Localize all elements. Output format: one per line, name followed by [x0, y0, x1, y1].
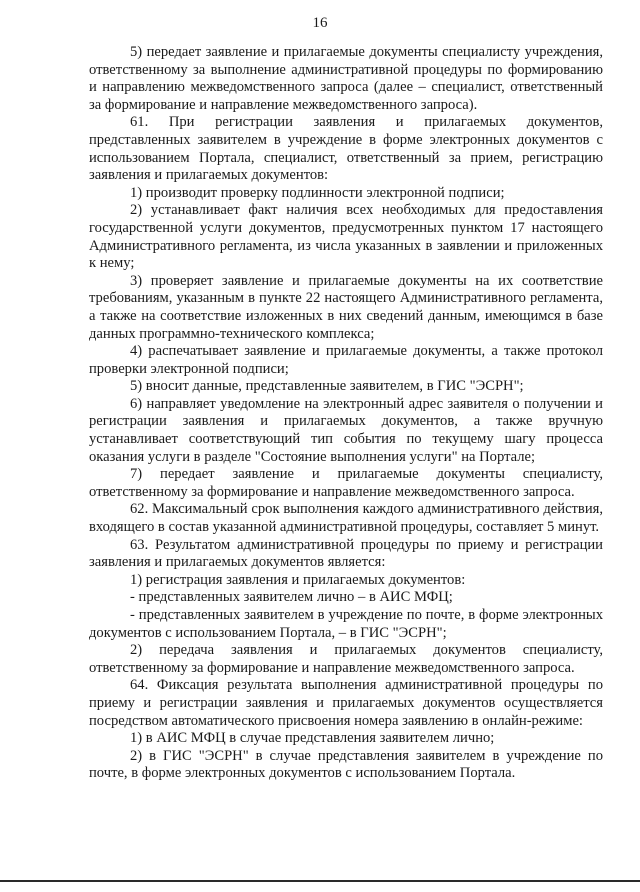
paragraph-62: 62. Максимальный срок выполнения каждого административного действия, входящего в состав указанной административной процедуры, составляет 5 минут.	[89, 501, 603, 536]
paragraph-64: 64. Фиксация результата выполнения административной процедуры по приему и регистрации заявления и прилагаемых документов осуществляется посредством автоматического присвоения номера заявлению в онлайн-режиме:	[89, 677, 603, 729]
page-bottom-divider	[0, 880, 640, 882]
paragraph-61-item-4: 4) распечатывает заявление и прилагаемые документы, а также протокол проверки электронной подписи;	[89, 343, 603, 377]
paragraph-61: 61. При регистрации заявления и прилагаемых документов, представленных заявителем в учреждение в форме электронных документов с использованием Портала, специалист, ответственный за прием, регистрацию заявления и прилагаемых документов:	[89, 114, 603, 184]
paragraph-item-5-transfer: 5) передает заявление и прилагаемые документы специалисту учреждения, ответственному за выполнение административной процедуры по формированию и направлению межведомственного запроса (далее – специалист, ответственный за формирование и направление межведомственного запроса).	[89, 44, 603, 113]
document-body	[89, 44, 603, 783]
paragraph-63-subitem-in-person: - представленных заявителем лично – в АИС МФЦ;	[130, 589, 453, 606]
paragraph-61-item-3: 3) проверяет заявление и прилагаемые документы на их соответствие требованиям, указанным в пункте 22 настоящего Административного регламента, а также на соответствие изложенных в них сведений данным, имеющимся в базе данных программно-технического комплекса;	[89, 272, 603, 342]
paragraph-63-subitem-mail-portal: - представленных заявителем в учреждение по почте, в форме электронных документов с использованием Портала, – в ГИС "ЭСРН";	[89, 607, 603, 641]
paragraph-61-item-7: 7) передает заявление и прилагаемые документы специалисту, ответственному за формирование и направление межведомственного запроса.	[89, 466, 603, 500]
paragraph-61-item-5: 5) вносит данные, представленные заявителем, в ГИС "ЭСРН";	[130, 378, 524, 395]
paragraph-64-item-2: 2) в ГИС "ЭСРН" в случае представления заявителем в учреждение по почте, в форме электронных документов с использованием Портала.	[89, 747, 603, 782]
paragraph-61-item-2: 2) устанавливает факт наличия всех необходимых для предоставления государственной услуги документов, предусмотренных пунктом 17 настоящего Административного регламента, из числа указанных в заявлении и приложенных к нему;	[89, 202, 603, 272]
paragraph-61-item-1: 1) производит проверку подлинности электронной подписи;	[130, 184, 505, 201]
paragraph-61-item-6: 6) направляет уведомление на электронный адрес заявителя о получении и регистрации заявления и прилагаемых документов, а также вручную устанавливает соответствующий тип события по текущему шагу процесса оказания услуги в разделе "Состояние выполнения услуги" на Портале;	[89, 395, 603, 465]
paragraph-63-item-2: 2) передача заявления и прилагаемых документов специалисту, ответственному за формирование и направление межведомственного запроса.	[89, 642, 603, 676]
page-number: 16	[312, 15, 328, 31]
paragraph-63: 63. Результатом административной процедуры по приему и регистрации заявления и прилагаемых документов является:	[89, 536, 603, 571]
paragraph-63-item-1: 1) регистрация заявления и прилагаемых документов:	[130, 571, 466, 588]
paragraph-64-item-1: 1) в АИС МФЦ в случае представления заявителем лично;	[130, 730, 495, 747]
